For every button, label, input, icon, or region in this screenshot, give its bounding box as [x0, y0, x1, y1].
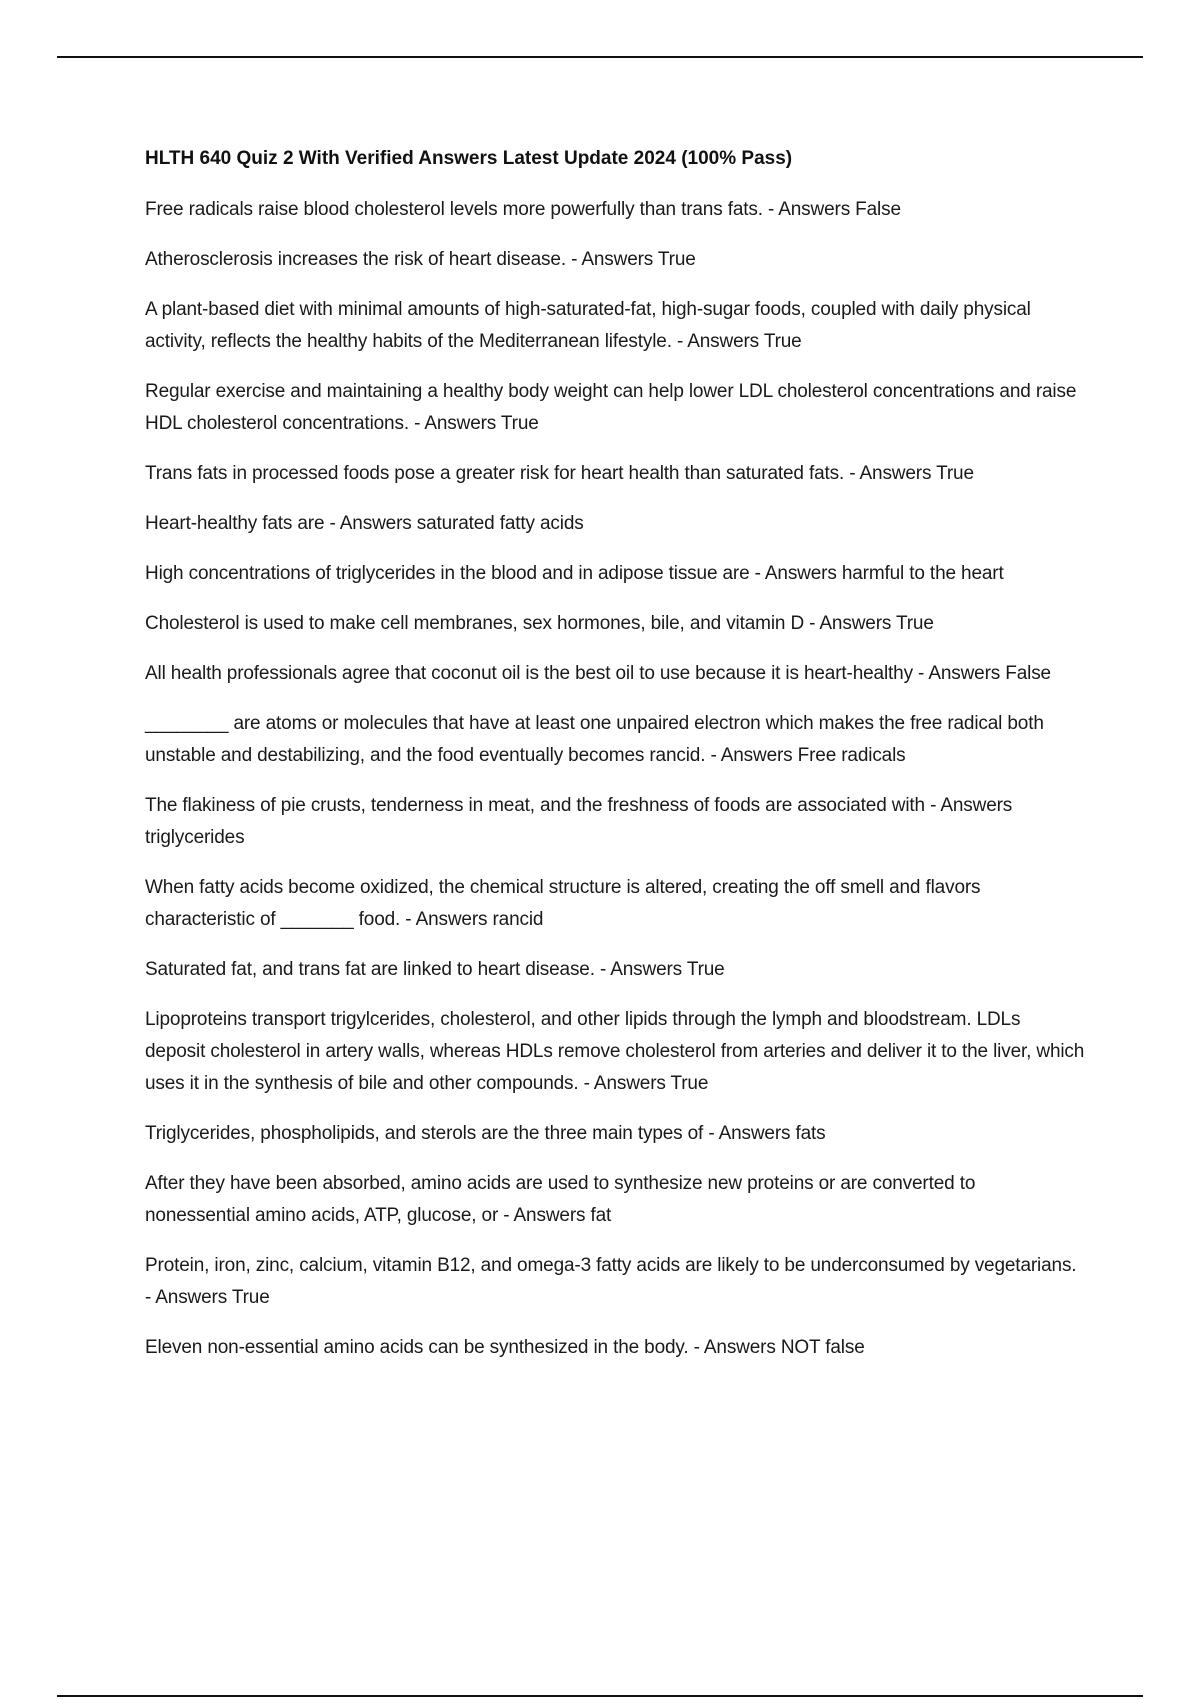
qa-item: Regular exercise and maintaining a healthy body weight can help lower LDL cholesterol concentrations and raise HDL cholesterol concentrations. - Answers True — [145, 381, 1077, 434]
qa-item: Free radicals raise blood cholesterol levels more powerfully than trans fats. - Answers False — [145, 199, 901, 220]
qa-item: Heart-healthy fats are - Answers saturated fatty acids — [145, 513, 584, 534]
qa-item: Lipoproteins transport trigylcerides, cholesterol, and other lipids through the lymph and bloodstream. LDLs deposit cholesterol in artery walls, whereas HDLs remove cholesterol from arteries and deliver it to the liver, which uses it in the synthesis of bile and other compounds. - Answers True — [145, 1009, 1085, 1094]
qa-item: ________ are atoms or molecules that have at least one unpaired electron which makes the free radical both unstable and destabilizing, and the food eventually becomes rancid. - Answers Free radicals — [145, 713, 1044, 766]
qa-item: Trans fats in processed foods pose a greater risk for heart health than saturated fats. - Answers True — [145, 463, 974, 484]
qa-item: All health professionals agree that coconut oil is the best oil to use because it is heart-healthy - Answers False — [145, 663, 1051, 684]
qa-item: Atherosclerosis increases the risk of heart disease. - Answers True — [145, 249, 696, 270]
qa-item: Saturated fat, and trans fat are linked to heart disease. - Answers True — [145, 959, 725, 980]
qa-item: High concentrations of triglycerides in the blood and in adipose tissue are - Answers harmful to the heart — [145, 563, 1004, 584]
qa-item: After they have been absorbed, amino acids are used to synthesize new proteins or are converted to nonessential amino acids, ATP, glucose, or - Answers fat — [145, 1173, 976, 1226]
document-body — [145, 144, 1085, 1382]
document-title: HLTH 640 Quiz 2 With Verified Answers Latest Update 2024 (100% Pass) — [145, 148, 793, 169]
footer-rule — [57, 1695, 1143, 1697]
qa-item: Eleven non-essential amino acids can be synthesized in the body. - Answers NOT false — [145, 1337, 865, 1358]
qa-item: A plant-based diet with minimal amounts of high-saturated-fat, high-sugar foods, coupled with daily physical activity, reflects the healthy habits of the Mediterranean lifestyle. - Answers True — [145, 299, 1031, 352]
qa-item: Protein, iron, zinc, calcium, vitamin B12, and omega-3 fatty acids are likely to be underconsumed by vegetarians. - Answers True — [145, 1255, 1077, 1308]
qa-item: Triglycerides, phospholipids, and sterols are the three main types of - Answers fats — [145, 1123, 826, 1144]
qa-item: Cholesterol is used to make cell membranes, sex hormones, bile, and vitamin D - Answers True — [145, 613, 934, 634]
header-rule — [57, 56, 1143, 58]
qa-item: When fatty acids become oxidized, the chemical structure is altered, creating the off smell and flavors characteristic of _______ food. - Answers rancid — [145, 877, 981, 930]
qa-item: The flakiness of pie crusts, tenderness in meat, and the freshness of foods are associated with - Answers triglycerides — [145, 795, 1013, 848]
